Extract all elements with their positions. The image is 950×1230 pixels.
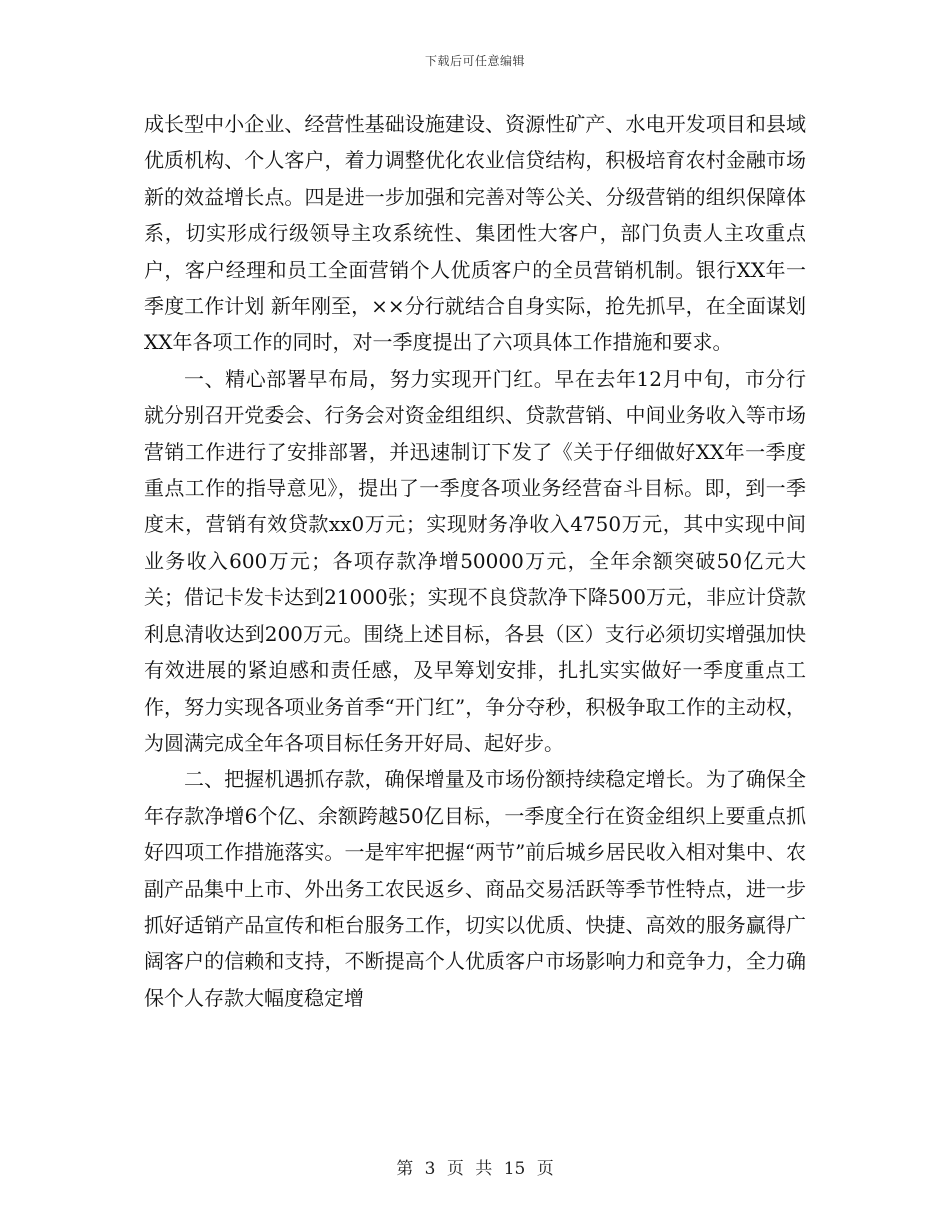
paragraph-1: 成长型中小企业、经营性基础设施建设、资源性矿产、水电开发项目和县域优质机构、个人客户，着力调整优化农业信贷结构，积极培育农村金融市场新的效益增长点。四是进一步加强和完善对等公关、分级营销的组织保障体系，切实形成行级领导主攻系统性、集团性大客户，部门负责人主攻重点户，客户经理和员工全面营销个人优质客户的全员营销机制。银行XX年一季度工作计划 新年刚至，××分行就结合自身实际，抢先抓早，在全面谋划XX年各项工作的同时，对一季度提出了六项具体工作措施和要求。 [144, 112, 806, 355]
document-body [144, 106, 806, 1016]
page-footer: 第 3 页 共 15 页 [396, 1159, 554, 1179]
page-header: 下载后可任意编辑 [424, 54, 525, 68]
paragraph-2: 一、精心部署早布局，努力实现开门红。早在去年12月中旬，市分行就分别召开党委会、行务会对资金组组织、贷款营销、中间业务收入等市场营销工作进行了安排部署，并迅速制订下发了《关于仔细做好XX年一季度重点工作的指导意见》，提出了一季度各项业务经营奋斗目标。即，到一季度末，营销有效贷款xx0万元；实现财务净收入4750万元，其中实现中间业务收入600万元；各项存款净增50000万元，全年余额突破50亿元大关；借记卡发卡达到21000张；实现不良贷款净下降500万元，非应计贷款利息清收达到200万元。围绕上述目标，各县（区）支行必须切实增强加快有效进展的紧迫感和责任感，及早筹划安排，扎扎实实做好一季度重点工作，努力实现各项业务首季“开门红”，争分夺秒，积极争取工作的主动权，为圆满完成全年各项目标任务开好局、起好步。 [144, 366, 806, 755]
paragraph-3: 二、把握机遇抓存款，确保增量及市场份额持续稳定增长。为了确保全年存款净增6个亿、余额跨越50亿目标，一季度全行在资金组织上要重点抓好四项工作措施落实。一是牢牢把握“两节”前后城乡居民收入相对集中、农副产品集中上市、外出务工农民返乡、商品交易活跃等季节性特点，进一步抓好适销产品宣传和柜台服务工作，切实以优质、快捷、高效的服务赢得广阔客户的信赖和支持，不断提高个人优质客户市场影响力和竞争力，全力确保个人存款大幅度稳定增 [144, 767, 806, 1010]
